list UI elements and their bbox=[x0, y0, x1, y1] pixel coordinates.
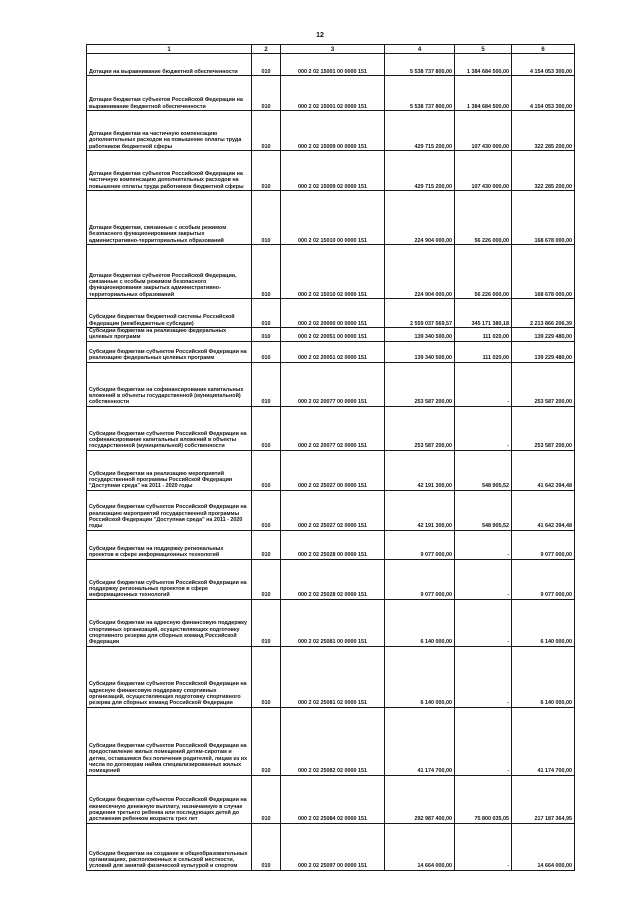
row-code-cell: 010 bbox=[252, 530, 281, 559]
row-col4-value: 139 340 500,00 bbox=[385, 328, 455, 342]
row-name-cell: Субсидии бюджетам бюджетной системы Российской Федерации (межбюджетные субсидии) bbox=[87, 299, 252, 328]
row-code-cell: 010 bbox=[252, 191, 281, 245]
row-col6-value: 41 642 394,48 bbox=[512, 490, 575, 530]
row-col4-value: 429 715 200,00 bbox=[385, 111, 455, 151]
row-name-cell: Субсидии бюджетам субъектов Российской Федерации на поддержку региональных проектов в сфере информационных технологий bbox=[87, 559, 252, 599]
row-code-cell: 010 bbox=[252, 707, 281, 775]
column-header: 5 bbox=[455, 45, 512, 54]
row-code-cell: 010 bbox=[252, 490, 281, 530]
row-col6-value: 4 154 053 300,00 bbox=[512, 76, 575, 111]
row-kbk-cell: 000 2 02 15010 00 0000 151 bbox=[281, 191, 385, 245]
row-col5-value: 111 020,00 bbox=[455, 341, 512, 362]
row-col4-value: 9 077 000,00 bbox=[385, 530, 455, 559]
row-col6-value: 253 587 200,00 bbox=[512, 406, 575, 450]
table-row bbox=[87, 599, 575, 646]
row-col5-value: 548 905,52 bbox=[455, 490, 512, 530]
row-name-cell: Дотации бюджетам на частичную компенсацию дополнительных расходов на повышение оплаты труда работников бюджетной сферы bbox=[87, 111, 252, 151]
row-col6-value: 6 140 000,00 bbox=[512, 646, 575, 707]
row-kbk-cell: 000 2 02 15001 00 0000 151 bbox=[281, 54, 385, 76]
row-col4-value: 253 587 200,00 bbox=[385, 362, 455, 406]
row-kbk-cell: 000 2 02 25027 00 0000 151 bbox=[281, 450, 385, 490]
table-row bbox=[87, 406, 575, 450]
row-code-cell: 010 bbox=[252, 406, 281, 450]
row-col5-value: 111 020,00 bbox=[455, 328, 512, 342]
row-col4-value: 42 191 300,00 bbox=[385, 450, 455, 490]
row-col6-value: 253 587 200,00 bbox=[512, 362, 575, 406]
table-row bbox=[87, 151, 575, 191]
table-row bbox=[87, 76, 575, 111]
table-row bbox=[87, 559, 575, 599]
row-col6-value: 2 213 866 206,39 bbox=[512, 299, 575, 328]
row-col6-value: 14 664 000,00 bbox=[512, 823, 575, 870]
column-header: 4 bbox=[385, 45, 455, 54]
row-col5-value: - bbox=[455, 530, 512, 559]
row-code-cell: 010 bbox=[252, 559, 281, 599]
table-row bbox=[87, 707, 575, 775]
row-col4-value: 292 987 400,00 bbox=[385, 775, 455, 823]
row-name-cell: Дотации бюджетам, связанные с особым режимом безопасного функционирования закрытых административно-территориальных образований bbox=[87, 191, 252, 245]
row-col4-value: 5 538 737 800,00 bbox=[385, 76, 455, 111]
row-code-cell: 010 bbox=[252, 111, 281, 151]
page-number: 12 bbox=[316, 32, 324, 39]
row-name-cell: Субсидии бюджетам субъектов Российской Федерации на софинансирование капитальных вложений в объекты государственной (муниципальной) собственности bbox=[87, 406, 252, 450]
row-kbk-cell: 000 2 02 20000 00 0000 151 bbox=[281, 299, 385, 328]
column-header: 2 bbox=[252, 45, 281, 54]
row-name-cell: Субсидии бюджетам субъектов Российской Федерации на адресную финансовую поддержку спортивных организаций, осуществляющих подготовку спортивного резерва для сборных команд Российской Федерации bbox=[87, 646, 252, 707]
table-row bbox=[87, 646, 575, 707]
row-code-cell: 010 bbox=[252, 646, 281, 707]
row-code-cell: 010 bbox=[252, 823, 281, 870]
table-row bbox=[87, 341, 575, 362]
row-col5-value: 548 905,52 bbox=[455, 450, 512, 490]
row-col6-value: 322 285 200,00 bbox=[512, 151, 575, 191]
row-col6-value: 4 154 053 300,00 bbox=[512, 54, 575, 76]
row-col5-value: 56 226 000,00 bbox=[455, 191, 512, 245]
column-header: 6 bbox=[512, 45, 575, 54]
row-col4-value: 139 340 500,00 bbox=[385, 341, 455, 362]
row-code-cell: 010 bbox=[252, 54, 281, 76]
row-kbk-cell: 000 2 02 20077 02 0000 151 bbox=[281, 406, 385, 450]
row-kbk-cell: 000 2 02 20051 02 0000 151 bbox=[281, 341, 385, 362]
row-col5-value: - bbox=[455, 823, 512, 870]
row-col5-value: - bbox=[455, 406, 512, 450]
table-row bbox=[87, 775, 575, 823]
row-col6-value: 217 187 364,95 bbox=[512, 775, 575, 823]
table-row bbox=[87, 111, 575, 151]
row-code-cell: 010 bbox=[252, 299, 281, 328]
row-col5-value: - bbox=[455, 599, 512, 646]
row-name-cell: Субсидии бюджетам субъектов Российской Федерации на реализацию мероприятий государственной программы Российской Федерации "Доступная среда" на 2011 - 2020 годы bbox=[87, 490, 252, 530]
table-row bbox=[87, 450, 575, 490]
row-col4-value: 14 664 000,00 bbox=[385, 823, 455, 870]
budget-revenue-table bbox=[86, 44, 575, 871]
row-code-cell: 010 bbox=[252, 450, 281, 490]
row-col5-value: 107 430 000,00 bbox=[455, 111, 512, 151]
row-col6-value: 322 285 200,00 bbox=[512, 111, 575, 151]
row-col5-value: - bbox=[455, 362, 512, 406]
row-kbk-cell: 000 2 02 20077 00 0000 151 bbox=[281, 362, 385, 406]
row-col4-value: 5 538 737 800,00 bbox=[385, 54, 455, 76]
row-kbk-cell: 000 2 02 15010 02 0000 151 bbox=[281, 245, 385, 299]
row-col5-value: - bbox=[455, 646, 512, 707]
row-kbk-cell: 000 2 02 25082 02 0000 151 bbox=[281, 707, 385, 775]
row-kbk-cell: 000 2 02 25028 00 0000 151 bbox=[281, 530, 385, 559]
row-name-cell: Субсидии бюджетам субъектов Российской Федерации на реализацию федеральных целевых программ bbox=[87, 341, 252, 362]
column-header: 1 bbox=[87, 45, 252, 54]
row-kbk-cell: 000 2 02 25081 00 0000 151 bbox=[281, 599, 385, 646]
table-row bbox=[87, 299, 575, 328]
row-name-cell: Субсидии бюджетам на поддержку региональных проектов в сфере информационных технологий bbox=[87, 530, 252, 559]
row-name-cell: Дотации бюджетам субъектов Российской Федерации на выравнивание бюджетной обеспеченности bbox=[87, 76, 252, 111]
row-col6-value: 41 642 394,48 bbox=[512, 450, 575, 490]
table-header-row bbox=[87, 45, 575, 54]
row-col4-value: 6 140 000,00 bbox=[385, 599, 455, 646]
row-col5-value: 75 800 035,05 bbox=[455, 775, 512, 823]
row-col6-value: 9 077 000,00 bbox=[512, 559, 575, 599]
row-col4-value: 42 191 300,00 bbox=[385, 490, 455, 530]
row-col4-value: 9 077 000,00 bbox=[385, 559, 455, 599]
row-col4-value: 224 904 000,00 bbox=[385, 191, 455, 245]
row-kbk-cell: 000 2 02 25097 00 0000 151 bbox=[281, 823, 385, 870]
row-name-cell: Субсидии бюджетам субъектов Российской Федерации на ежемесячную денежную выплату, назначаемую в случае рождения третьего ребенка или последующих детей до достижения ребенком возраста трех лет bbox=[87, 775, 252, 823]
row-col5-value: - bbox=[455, 707, 512, 775]
row-code-cell: 010 bbox=[252, 362, 281, 406]
row-code-cell: 010 bbox=[252, 151, 281, 191]
row-kbk-cell: 000 2 02 15001 02 0000 151 bbox=[281, 76, 385, 111]
table-row bbox=[87, 362, 575, 406]
table-row bbox=[87, 823, 575, 870]
row-col5-value: 1 384 684 500,00 bbox=[455, 76, 512, 111]
row-col5-value: 345 171 380,18 bbox=[455, 299, 512, 328]
row-col5-value: 56 226 000,00 bbox=[455, 245, 512, 299]
row-kbk-cell: 000 2 02 20051 00 0000 151 bbox=[281, 328, 385, 342]
row-col4-value: 253 587 200,00 bbox=[385, 406, 455, 450]
row-col4-value: 41 174 700,00 bbox=[385, 707, 455, 775]
row-name-cell: Субсидии бюджетам на адресную финансовую поддержку спортивных организаций, осуществляющих подготовку спортивного резерва для сборных команд Российской Федерации bbox=[87, 599, 252, 646]
row-code-cell: 010 bbox=[252, 328, 281, 342]
row-code-cell: 010 bbox=[252, 76, 281, 111]
table-row bbox=[87, 245, 575, 299]
row-kbk-cell: 000 2 02 25081 02 0000 151 bbox=[281, 646, 385, 707]
table-row bbox=[87, 191, 575, 245]
table-body bbox=[87, 54, 575, 871]
row-kbk-cell: 000 2 02 25028 02 0000 151 bbox=[281, 559, 385, 599]
row-kbk-cell: 000 2 02 25084 02 0000 151 bbox=[281, 775, 385, 823]
row-col6-value: 41 174 700,00 bbox=[512, 707, 575, 775]
row-code-cell: 010 bbox=[252, 341, 281, 362]
row-col5-value: 1 384 684 500,00 bbox=[455, 54, 512, 76]
row-name-cell: Дотации бюджетам субъектов Российской Федерации, связанные с особым режимом безопасного функционирования закрытых административно-территориальных образований bbox=[87, 245, 252, 299]
row-col6-value: 139 229 480,00 bbox=[512, 341, 575, 362]
row-col6-value: 168 678 000,00 bbox=[512, 245, 575, 299]
row-name-cell: Субсидии бюджетам на создание в общеобразовательных организациях, расположенных в сельской местности, условий для занятий физической культурой и спортом bbox=[87, 823, 252, 870]
row-col4-value: 2 559 037 569,57 bbox=[385, 299, 455, 328]
row-col4-value: 429 715 200,00 bbox=[385, 151, 455, 191]
column-header: 3 bbox=[281, 45, 385, 54]
row-name-cell: Субсидии бюджетам на реализацию мероприятий государственной программы Российской Федерации "Доступная среда" на 2011 - 2020 годы bbox=[87, 450, 252, 490]
row-name-cell: Дотации бюджетам субъектов Российской Федерации на частичную компенсацию дополнительных расходов на повышение оплаты труда работников бюджетной сферы bbox=[87, 151, 252, 191]
row-col6-value: 168 678 000,00 bbox=[512, 191, 575, 245]
row-code-cell: 010 bbox=[252, 599, 281, 646]
row-col5-value: - bbox=[455, 559, 512, 599]
table-row bbox=[87, 530, 575, 559]
table-row bbox=[87, 328, 575, 342]
row-col4-value: 6 140 000,00 bbox=[385, 646, 455, 707]
row-name-cell: Дотации на выравнивание бюджетной обеспеченности bbox=[87, 54, 252, 76]
row-name-cell: Субсидии бюджетам на софинансирование капитальных вложений в объекты государственной (муниципальной) собственности bbox=[87, 362, 252, 406]
row-name-cell: Субсидии бюджетам на реализацию федеральных целевых программ bbox=[87, 328, 252, 342]
row-col5-value: 107 430 000,00 bbox=[455, 151, 512, 191]
row-col6-value: 139 229 480,00 bbox=[512, 328, 575, 342]
row-code-cell: 010 bbox=[252, 245, 281, 299]
row-code-cell: 010 bbox=[252, 775, 281, 823]
row-col4-value: 224 904 000,00 bbox=[385, 245, 455, 299]
row-kbk-cell: 000 2 02 15009 02 0000 151 bbox=[281, 151, 385, 191]
row-kbk-cell: 000 2 02 15009 00 0000 151 bbox=[281, 111, 385, 151]
row-kbk-cell: 000 2 02 25027 02 0000 151 bbox=[281, 490, 385, 530]
table-row bbox=[87, 54, 575, 76]
row-col6-value: 9 077 000,00 bbox=[512, 530, 575, 559]
row-name-cell: Субсидии бюджетам субъектов Российской Федерации на предоставление жилых помещений детям-сиротам и детям, оставшимся без попечения родителей, лицам из их числа по договорам найма специализированных жилых помещений bbox=[87, 707, 252, 775]
table-row bbox=[87, 490, 575, 530]
row-col6-value: 6 140 000,00 bbox=[512, 599, 575, 646]
